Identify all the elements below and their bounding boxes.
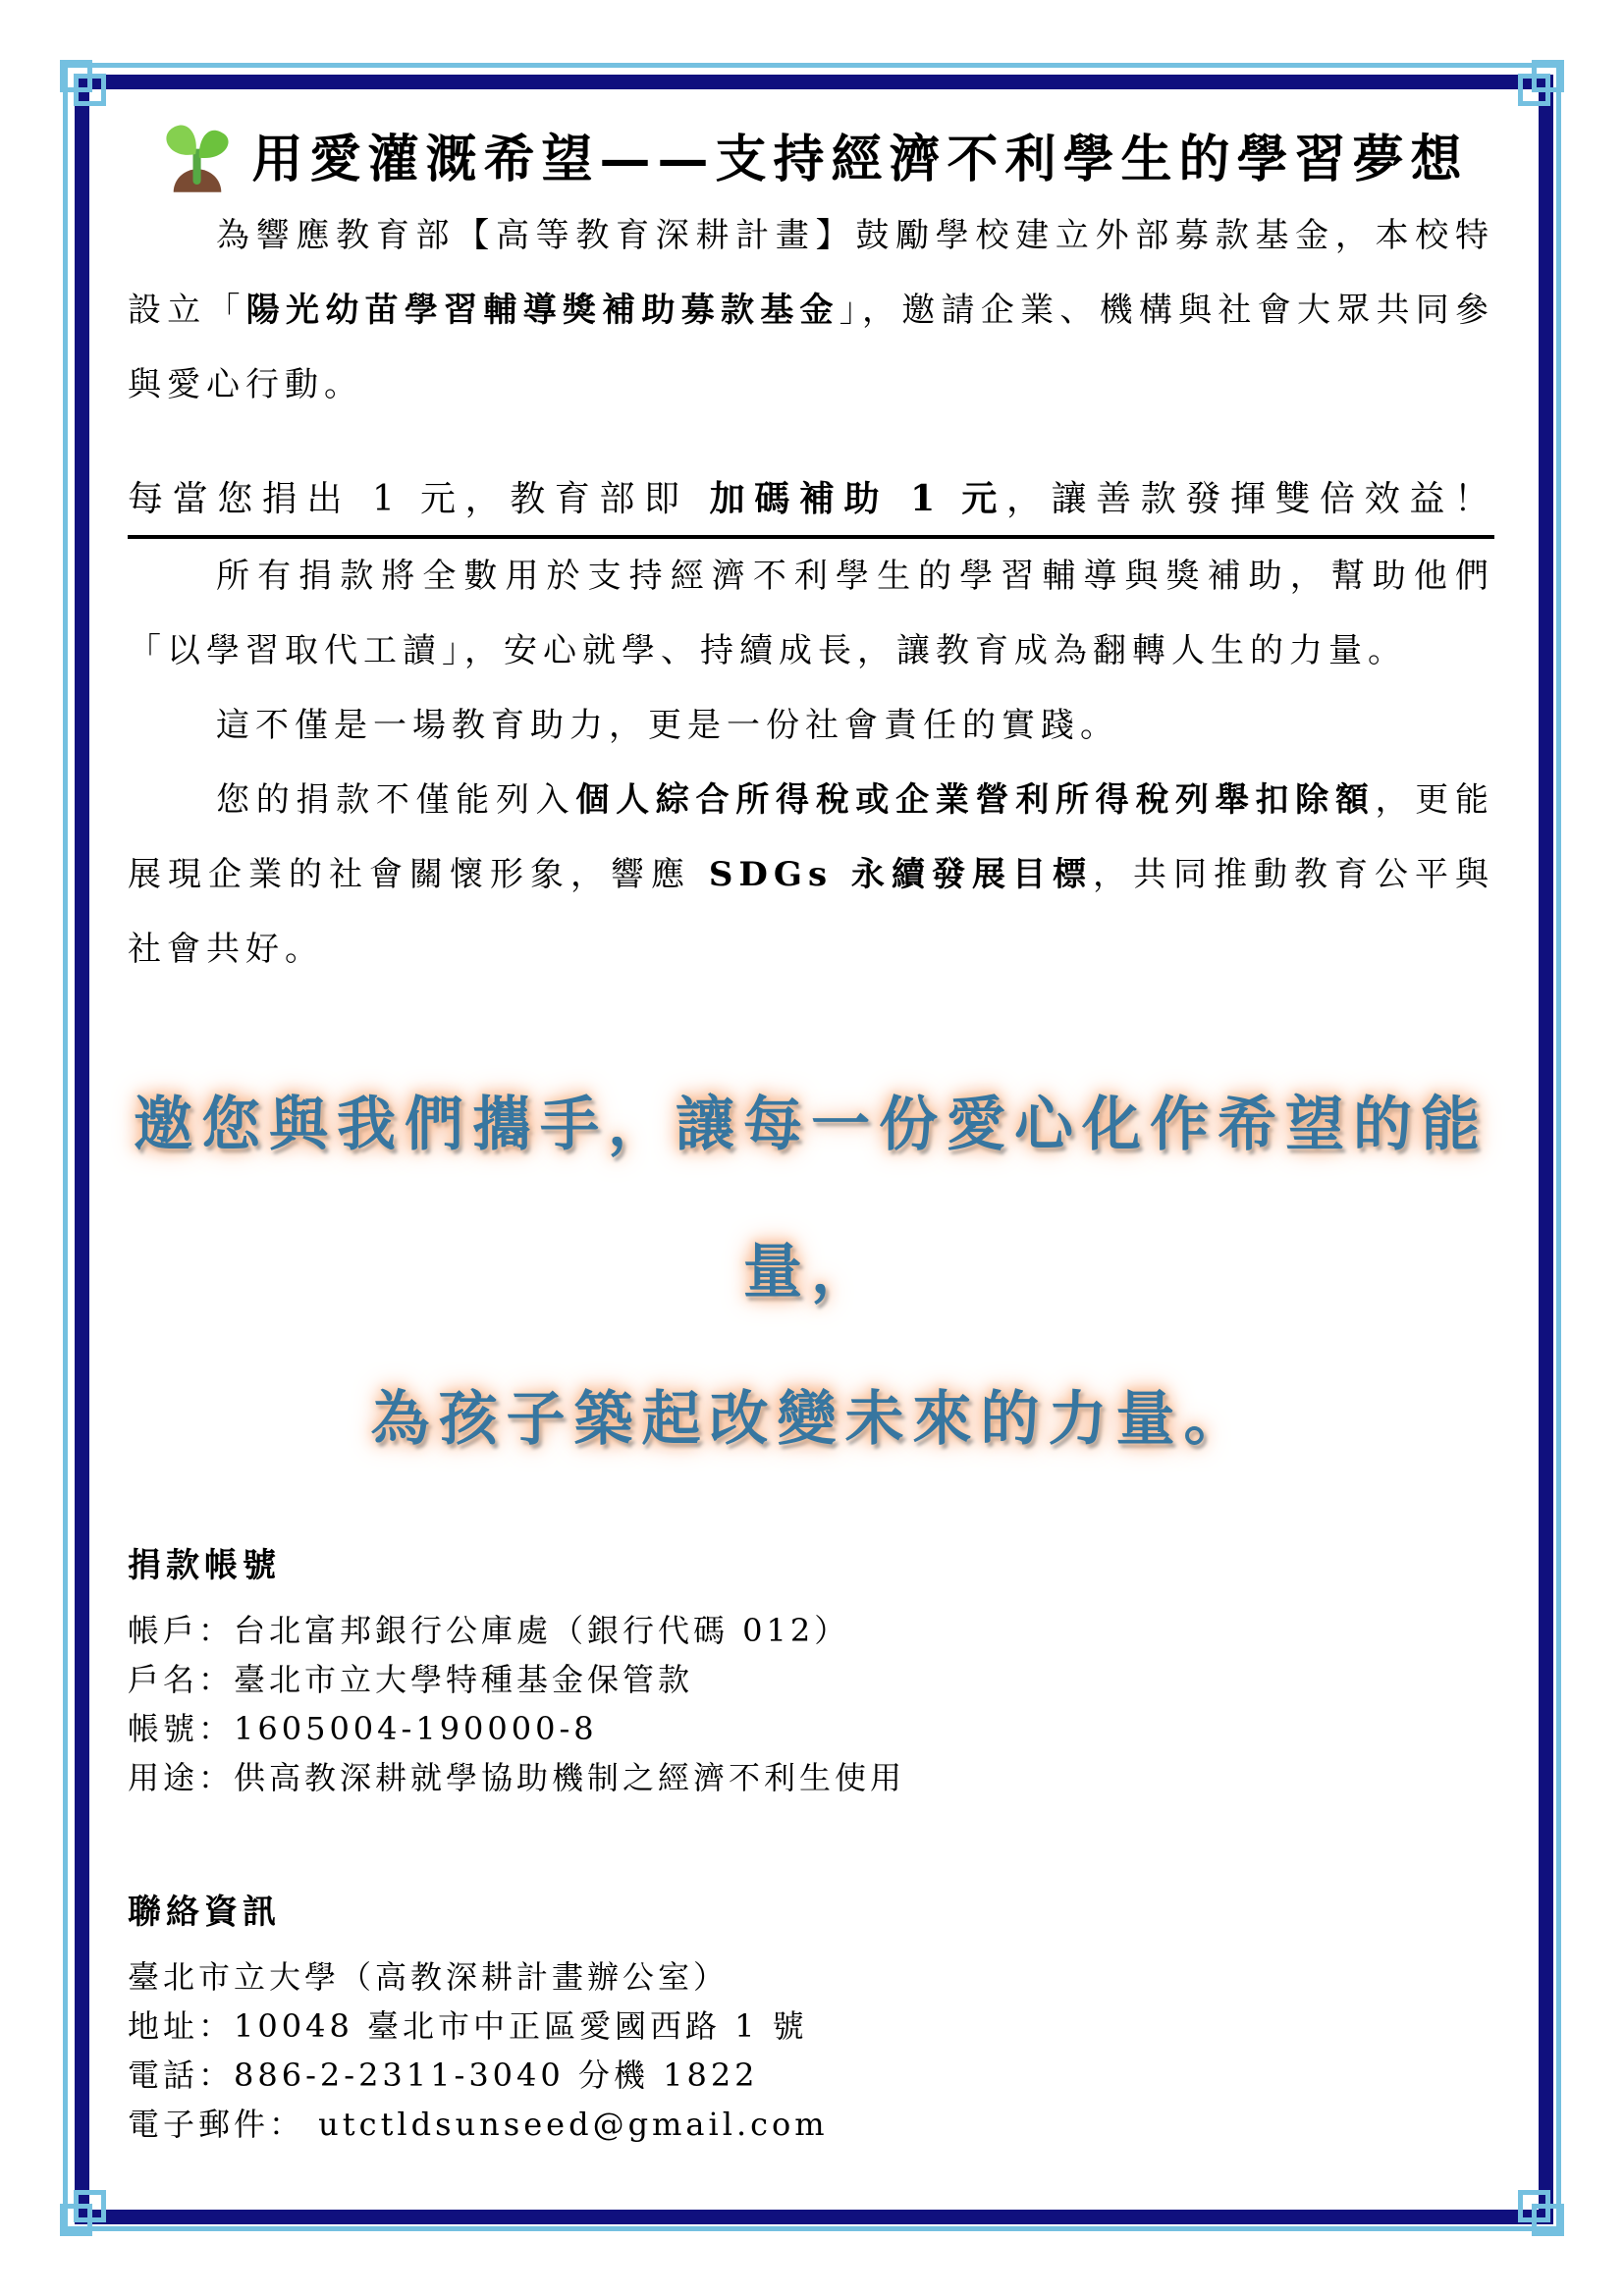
donation-section-heading: 捐款帳號: [128, 1546, 281, 1585]
tax-deduction-bold: 個人綜合所得稅或企業營利所得稅列舉扣除額: [575, 780, 1376, 820]
paragraph-intro: [128, 198, 1494, 422]
paragraph-usage: 所有捐款將全數用於支持經濟不利學生的學習輔導與獎補助，幫助他們「以學習取代工讀」，安心就學、持續成長，讓教育成為翻轉人生的力量。: [128, 557, 1494, 670]
paragraph-tax-benefit: [128, 763, 1494, 987]
callout-line-1: 邀您與我們攜手，讓每一份愛心化作希望的能量，: [134, 1091, 1489, 1307]
donation-account-number-line: 帳號：1605004-190000-8: [128, 1710, 598, 1747]
paragraph-tax-text: ，更能展現企業的社會關懷形象，響應: [128, 780, 1495, 894]
corner-ornament-top-left: [74, 74, 106, 106]
paragraph-tax-text: ，共同推動教育公平與社會共好。: [128, 855, 1495, 969]
page-title: 用愛灌溉希望——支持經濟不利學生的學習夢想: [251, 129, 1469, 189]
title-row: [128, 110, 1494, 198]
donation-bank-line: 帳戶：台北富邦銀行公庫處（銀行代碼 012）: [128, 1612, 850, 1649]
paragraph-tax-text: 您的捐款不僅能列入: [216, 780, 576, 820]
paragraph-intro-text: 」，邀請企業、機構與社會大眾共同參與愛心行動。: [128, 291, 1495, 404]
contact-email-line: 電子郵件： utctldsunseed@gmail.com: [128, 2106, 829, 2143]
contact-section-heading: 聯絡資訊: [128, 1893, 281, 1932]
paragraph-intro-text: 為響應教育部【高等教育深耕計畫】鼓勵學校建立外部募款基金，本校特設立「: [128, 216, 1494, 330]
flyer-content: [128, 110, 1494, 2149]
seedling-icon: [153, 110, 242, 198]
banner-text: 每當您捐出 1 元，教育部即: [128, 479, 710, 519]
banner-bold-text: 加碼補助 1 元: [709, 478, 1006, 519]
contact-info: [128, 1952, 1494, 2149]
contact-address-line: 地址：10048 臺北市中正區愛國西路 1 號: [128, 2007, 808, 2045]
donation-purpose-line: 用途：供高教深耕就學協助機制之經濟不利生使用: [128, 1759, 906, 1796]
sdgs-bold: SDGs 永續發展目標: [708, 855, 1093, 894]
donation-info: [128, 1606, 1494, 1802]
fund-name-bold: 陽光幼苗學習輔導獎補助募款基金: [245, 291, 839, 330]
corner-ornament-top-right: [1518, 74, 1550, 106]
banner-text: ，讓善款發揮雙倍效益！: [1005, 479, 1494, 519]
corner-ornament-bottom-right: [1518, 2190, 1550, 2222]
matching-donation-banner: [128, 471, 1494, 539]
contact-phone-line: 電話：886-2-2311-3040 分機 1822: [128, 2056, 759, 2094]
donation-account-name-line: 戶名：臺北市立大學特種基金保管款: [128, 1661, 694, 1698]
callout-line-2: 為孩子築起改變未來的力量。: [370, 1385, 1252, 1454]
corner-ornament-bottom-left: [74, 2190, 106, 2222]
contact-org-line: 臺北市立大學（高教深耕計畫辦公室）: [128, 1958, 730, 1996]
paragraph-responsibility: 這不僅是一場教育助力，更是一份社會責任的實踐。: [216, 706, 1119, 745]
callout-slogan: [128, 1051, 1494, 1493]
